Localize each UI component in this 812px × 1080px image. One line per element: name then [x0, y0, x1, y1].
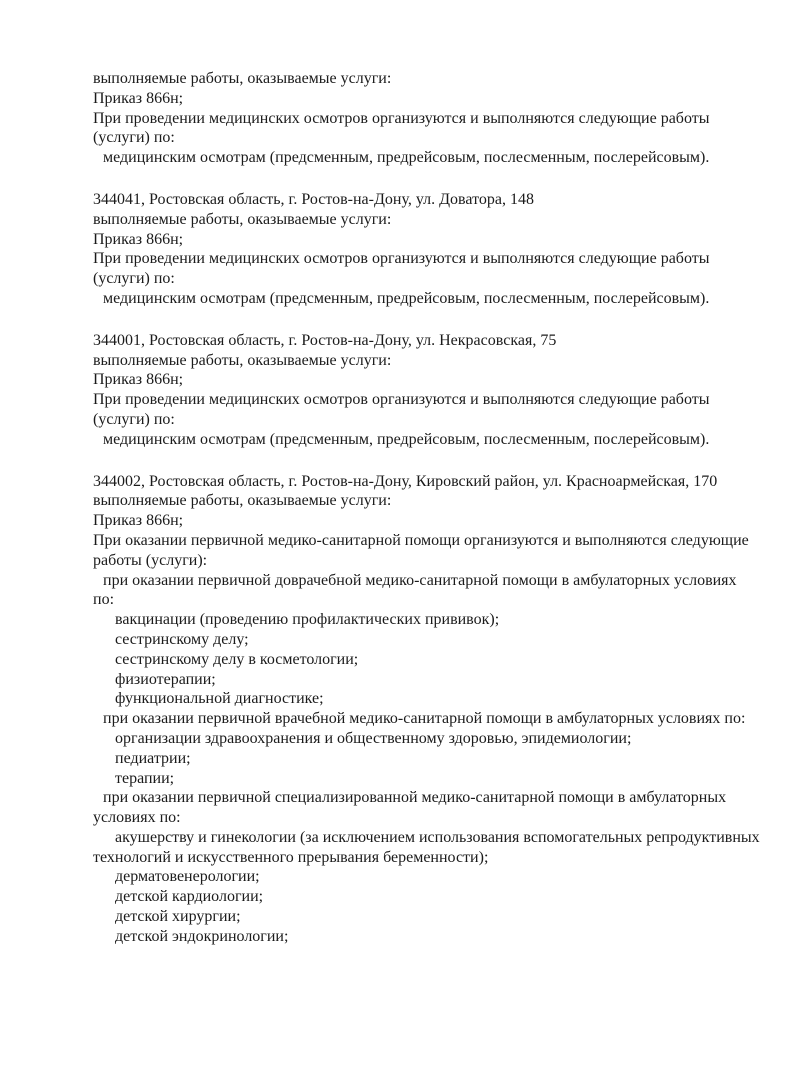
doc-line: При проведении медицинских осмотров организуются и выполняются следующие работы — [93, 109, 710, 127]
doc-line: условиях по: — [93, 809, 181, 827]
doc-line: (услуги) по: — [93, 129, 175, 147]
doc-line: медицинским осмотрам (предсменным, предрейсовым, послесменным, послерейсовым). — [103, 430, 710, 448]
service-item: сестринскому делу; — [115, 630, 249, 648]
service-item: функциональной диагностике; — [115, 690, 324, 708]
doc-line: (услуги) по: — [93, 410, 175, 428]
works-services-heading: выполняемые работы, оказываемые услуги: — [93, 210, 392, 228]
section-344002 — [93, 472, 762, 947]
address-line: 344002, Ростовская область, г. Ростов-на-Дону, Кировский район, ул. Красноармейская, 170 — [93, 472, 718, 490]
section-344001 — [93, 331, 762, 450]
order-866n-line: Приказ 866н; — [93, 89, 184, 107]
doc-line: технологий и искусственного прерывания беременности); — [93, 848, 489, 866]
service-item: терапии; — [115, 769, 175, 787]
doc-line: При проведении медицинских осмотров организуются и выполняются следующие работы — [93, 391, 710, 409]
order-866n-line: Приказ 866н; — [93, 230, 184, 248]
doc-line: при оказании первичной специализированной медико-санитарной помощи в амбулаторных — [103, 789, 727, 807]
service-item: физиотерапии; — [115, 670, 216, 688]
service-item: дерматовенерологии; — [115, 868, 260, 886]
doc-line: При проведении медицинских осмотров организуются и выполняются следующие работы — [93, 250, 710, 268]
service-item: вакцинации (проведению профилактических прививок); — [115, 611, 500, 629]
doc-line: При оказании первичной медико-санитарной помощи организуются и выполняются следующие — [93, 531, 749, 549]
doc-line: при оказании первичной доврачебной медико-санитарной помощи в амбулаторных условиях — [103, 571, 737, 589]
order-866n-line: Приказ 866н; — [93, 512, 184, 530]
doc-line: (услуги) по: — [93, 270, 175, 288]
works-services-heading: выполняемые работы, оказываемые услуги: — [93, 70, 392, 87]
works-services-heading: выполняемые работы, оказываемые услуги: — [93, 351, 392, 369]
doc-line: медицинским осмотрам (предсменным, предрейсовым, послесменным, послерейсовым). — [103, 149, 710, 167]
works-services-heading: выполняемые работы, оказываемые услуги: — [93, 492, 392, 510]
service-item: детской хирургии; — [115, 908, 241, 926]
order-866n-line: Приказ 866н; — [93, 371, 184, 389]
section-344041 — [93, 190, 762, 309]
doc-line: по: — [93, 591, 115, 609]
service-item: детской кардиологии; — [115, 888, 264, 906]
doc-line: работы (услуги): — [93, 551, 208, 569]
service-item: детской эндокринологии; — [115, 927, 289, 945]
address-line: 344041, Ростовская область, г. Ростов-на-Дону, ул. Доватора, 148 — [93, 190, 534, 208]
service-item: акушерству и гинекологии (за исключением использования вспомогательных репродуктивных — [115, 828, 760, 846]
address-line: 344001, Ростовская область, г. Ростов-на-Дону, ул. Некрасовская, 75 — [93, 331, 557, 349]
service-item: организации здравоохранения и общественному здоровью, эпидемиологии; — [115, 729, 632, 747]
doc-line: медицинским осмотрам (предсменным, предрейсовым, послесменным, послерейсовым). — [103, 289, 710, 307]
service-item: сестринскому делу в косметологии; — [115, 650, 359, 668]
section-continuation — [93, 69, 762, 168]
service-item: педиатрии; — [115, 749, 191, 767]
doc-line: при оказании первичной врачебной медико-санитарной помощи в амбулаторных условиях по: — [103, 710, 746, 728]
